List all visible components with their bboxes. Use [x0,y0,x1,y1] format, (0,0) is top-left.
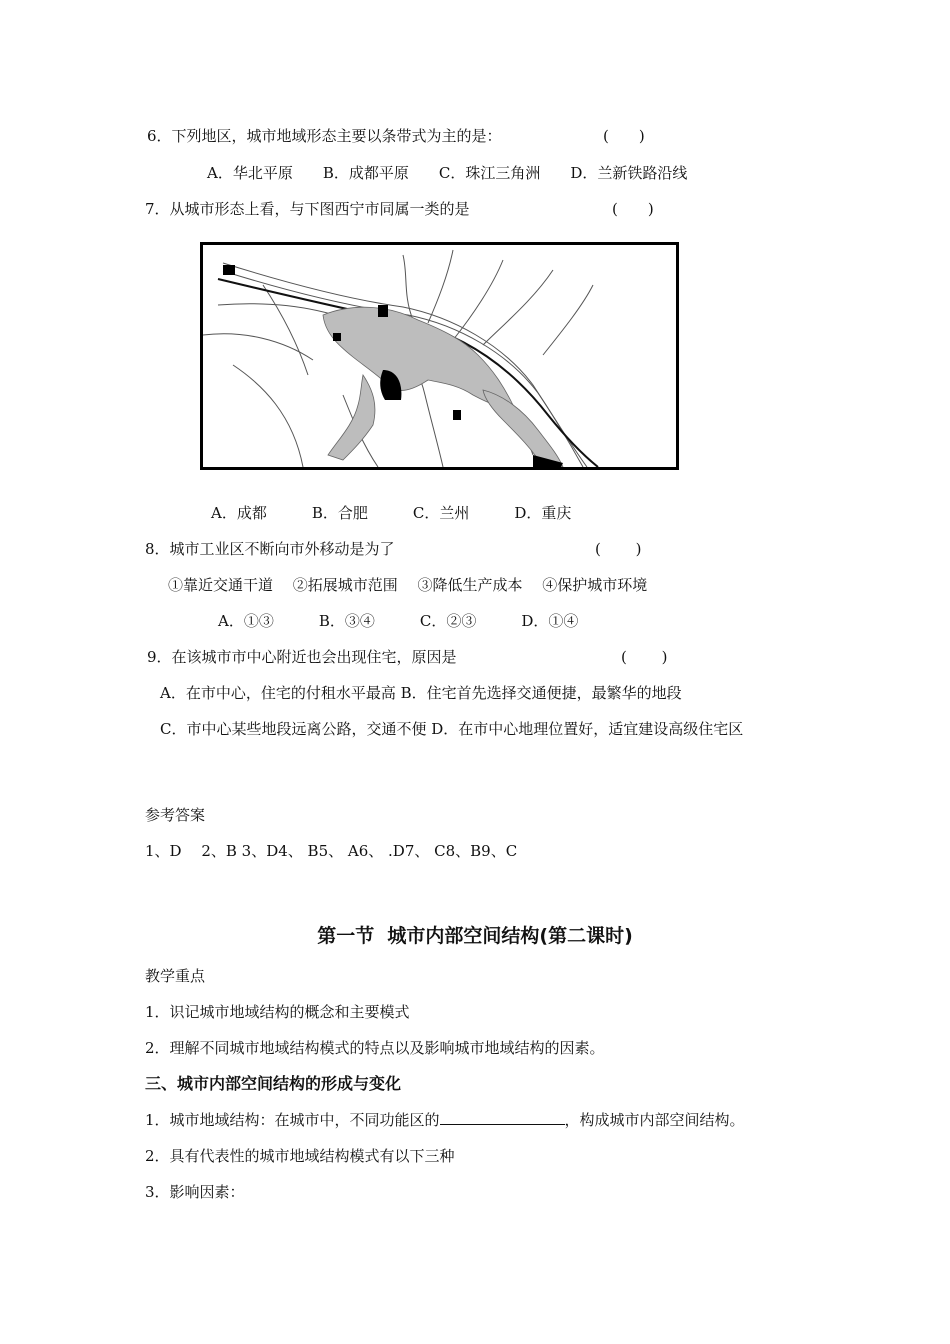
xining-city-map [203,245,676,467]
q9-bracket: ( ) [621,648,668,666]
paragraph-1-before: 1．城市地域结构：在城市中，不同功能区的 [145,1111,440,1129]
q9-options-ab: A．在市中心，住宅的付租水平最高 B．住宅首先选择交通便捷，最繁华的地段 [160,684,682,702]
answers-text: 1、D 2、B 3、D4、 B5、 A6、 .D7、 C8、B9、C [145,842,518,860]
q7-bracket: ( ) [612,200,654,218]
q9-stem: 9．在该城市市中心附近也会出现住宅，原因是 [147,648,457,666]
fill-in-blank[interactable] [440,1110,565,1125]
answers-label: 参考答案 [145,806,206,824]
section-title: 第一节 城市内部空间结构(第二课时) [317,925,633,947]
focus-item-2: 2．理解不同城市地域结构模式的特点以及影响城市地域结构的因素。 [145,1039,605,1057]
paragraph-1-after: ，构成城市内部空间结构。 [564,1111,745,1129]
xining-map-figure [200,242,679,470]
paragraph-3: 3．影响因素： [145,1183,245,1201]
part3-heading: 三、城市内部空间结构的形成与变化 [145,1074,402,1093]
q6-options: A．华北平原 B．成都平原 C．珠江三角洲 D．兰新铁路沿线 [207,164,688,182]
paragraph-1 [145,1110,745,1130]
q6-bracket: ( ) [603,127,645,145]
q9-options-cd: C．市中心某些地段远离公路，交通不便 D．在市中心地理位置好，适宜建设高级住宅区 [160,720,744,738]
focus-label: 教学重点 [145,967,206,985]
q8-items: ①靠近交通干道 ②拓展城市范围 ③降低生产成本 ④保护城市环境 [168,576,648,594]
focus-item-1: 1．识记城市地域结构的概念和主要模式 [145,1003,410,1021]
q8-bracket: ( ) [595,540,642,558]
paragraph-2: 2．具有代表性的城市地域结构模式有以下三种 [145,1147,455,1165]
q7-options: A．成都 B．合肥 C．兰州 D．重庆 [211,504,572,522]
q6-stem: 6．下列地区，城市地域形态主要以条带式为主的是： [147,127,502,145]
q8-options: A．①③ B．③④ C．②③ D．①④ [218,612,579,630]
q7-stem: 7．从城市形态上看，与下图西宁市同属一类的是 [145,200,470,218]
q8-stem: 8．城市工业区不断向市外移动是为了 [145,540,395,558]
